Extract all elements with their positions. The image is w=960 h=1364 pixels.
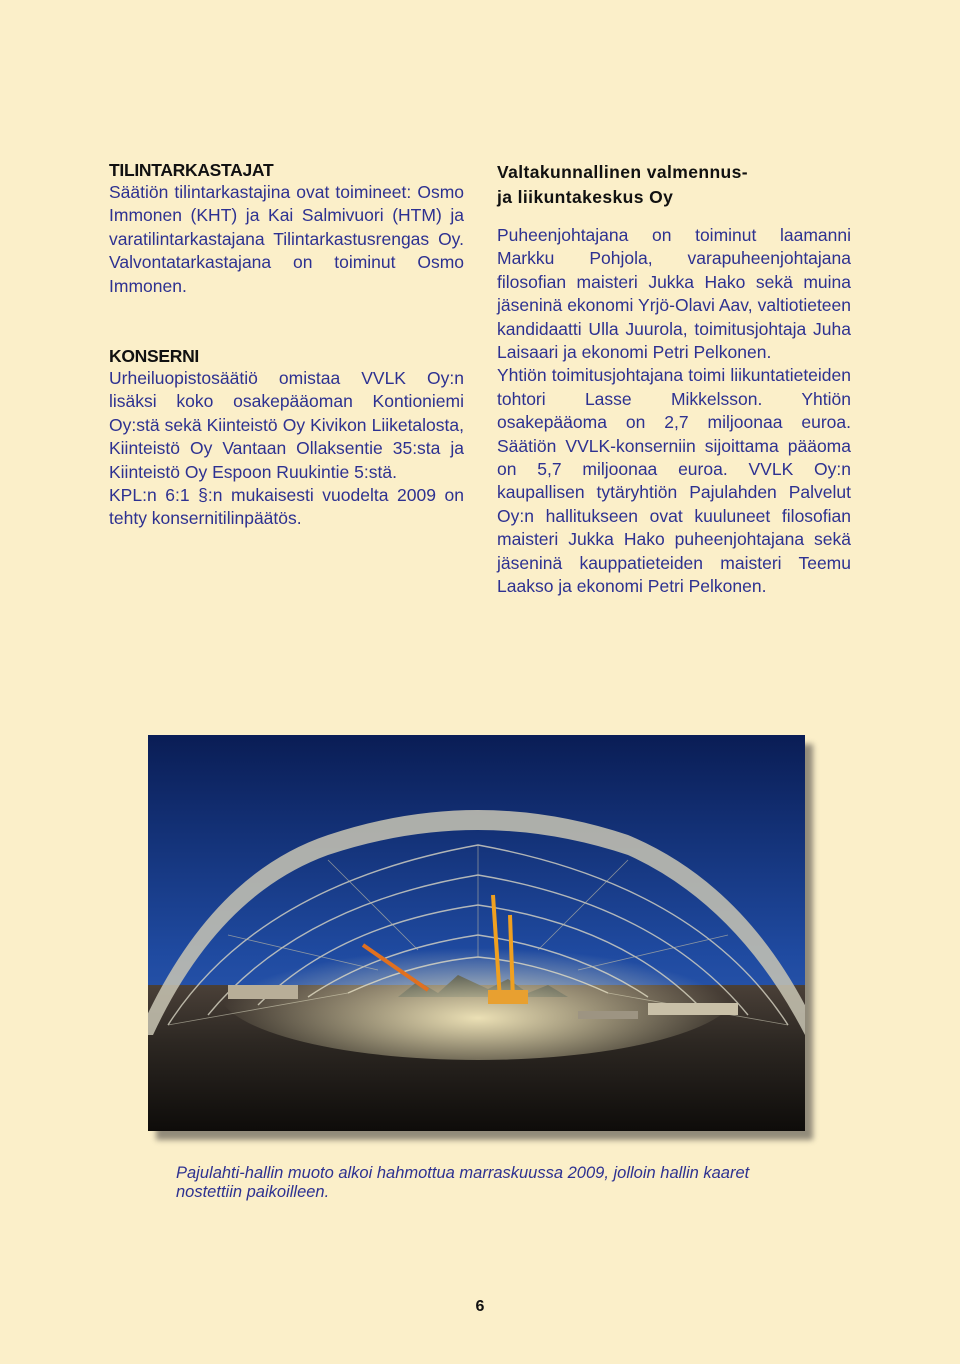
heading-vvlk-line2: ja liikuntakeskus Oy bbox=[497, 187, 674, 207]
construction-photo bbox=[148, 735, 805, 1131]
paragraph-group: Urheiluopistosäätiö omistaa VVLK Oy:n lisäksi koko osakepääoman Kontioniemi Oy:stä sekä Kiinteistö Oy Kivikon Liiketalosta, Kiinteistö Oy Vantaan Ollaksentie 35:sta ja Kiinteistö Oy Espoon Ruukintie 5:stä. bbox=[109, 368, 464, 482]
heading-vvlk-line1: Valtakunnallinen valmennus- bbox=[497, 162, 749, 182]
paragraph-consolidated: KPL:n 6:1 §:n mukaisesti vuodelta 2009 on tehty konsernitilinpäätös. bbox=[109, 485, 464, 529]
right-column bbox=[497, 160, 851, 599]
page-number: 6 bbox=[475, 1298, 485, 1315]
heading-vvlk bbox=[497, 160, 851, 210]
heading-tilintarkastajat: TILINTARKASTAJAT bbox=[109, 160, 274, 180]
left-column bbox=[109, 160, 464, 531]
photo-caption: Pajulahti-hallin muoto alkoi hahmottua marraskuussa 2009, jolloin hallin kaaret nostettiin paikoilleen. bbox=[176, 1164, 750, 1201]
paragraph-ceo-capital: Yhtiön toimitusjohtajana toimi liikuntatieteiden tohtori Lasse Mikkelsson. Yhtiön osakepääoma on 2,7 miljoonaa euroa. Säätiön VVLK-konserniin sijoittama pääoma on 5,7 miljoonaa euroa. VVLK Oy:n kaupallisen tytäryhtiön Pajulahden Palvelut Oy:n hallitukseen ovat kuuluneet filosofian maisteri Jukka Hako puheenjohtajana sekä jäseninä kauppatieteiden maisteri Teemu Laakso ja ekonomi Petri Pelkonen. bbox=[497, 365, 851, 597]
heading-konserni: KONSERNI bbox=[109, 346, 199, 367]
paragraph-board: Puheenjohtajana on toiminut laamanni Markku Pohjola, varapuheenjohtajana filosofian maisteri Jukka Hako sekä muina jäseninä ekonomi Yrjö-Olavi Aav, valtiotieteen kandidaatti Ulla Juurola, toimitusjohtaja Juha Laisaari ja ekonomi Petri Pelkonen. bbox=[497, 225, 851, 363]
paragraph-auditors: Säätiön tilintarkastajina ovat toimineet: Osmo Immonen (KHT) ja Kai Salmivuori (HTM) ja varatilintarkastajana Tilintarkastusrengas Oy. Valvontatarkastajana on toiminut Osmo Immonen. bbox=[109, 182, 464, 296]
